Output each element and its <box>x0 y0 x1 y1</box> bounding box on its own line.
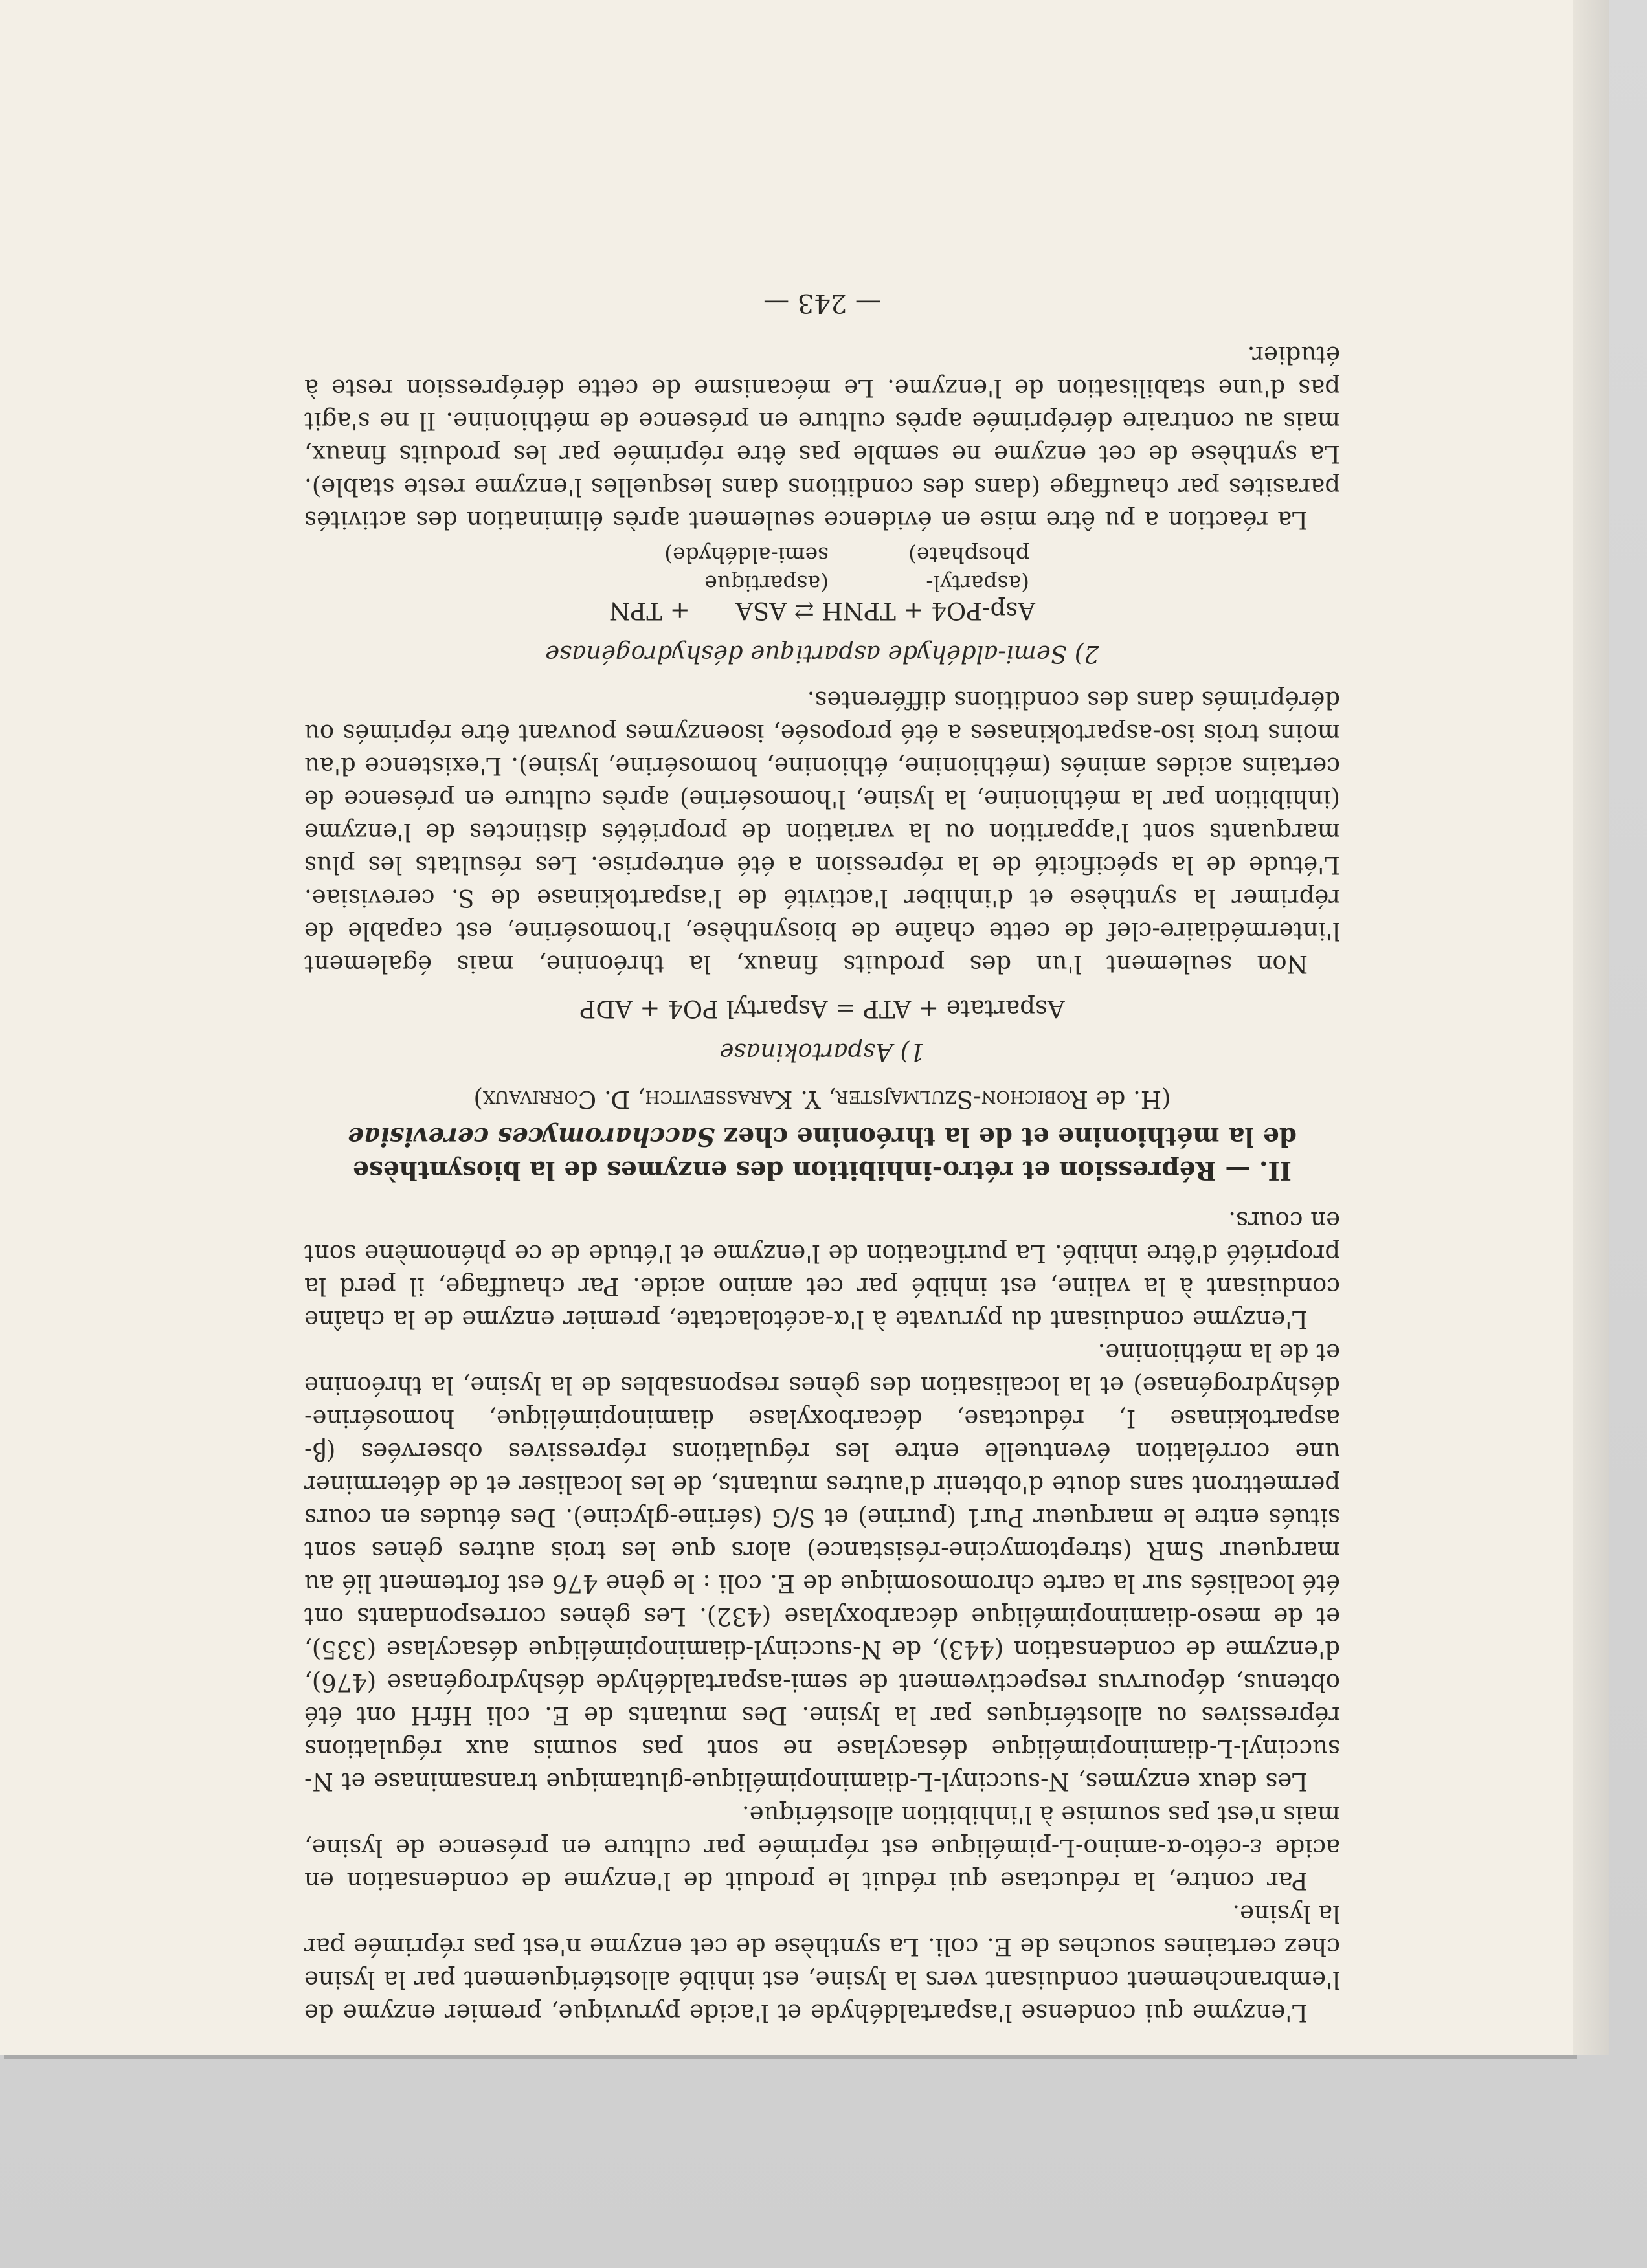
equation-note-line: phosphate) <box>908 542 1029 568</box>
authors-prefix: (H. de <box>1088 1085 1171 1113</box>
paragraph: Non seulement l'un des produits finaux, la thréonine, mais également l'intermédiaire-clef de cette chaîne de biosynthèse, l'homosérine, est capable de réprimer la synthèse et d'inhiber l'activité de l'aspartokinase de S. cerevisiae. L'étude de la spécificité de la répression a été entreprise. Les résultats les plus marquants sont l'apparition ou la variation de propriétés distinctes de l'enzyme (inhibition par la méthionine, la lysine, l'homosérine) après culture en présence de certains acides aminés (méthionine, éthionine, homosérine, lysine). L'existence d'au moins trois iso-aspartokinases a été proposée, isoenzymes pouvant être réprimés ou déréprimés dans des conditions différentes. <box>304 686 1340 978</box>
paragraph: Par contre, la réductase qui réduit le produit de l'enzyme de condensation en acide ε-céto-α-amino-L-pimélique est réprimée par culture en présence de lysine, mais n'est pas soumise à l'inhibition allostérique. <box>304 1801 1340 1895</box>
authors-suffix: ) <box>473 1085 483 1113</box>
subsection-heading: 2) Semi-aldéhyde aspartique déshydrogénase <box>545 640 1099 668</box>
section-title-line2 <box>304 1120 1340 1153</box>
paragraph: L'enzyme qui condense l'aspartaldéhyde et l'acide pyruvique, premier enzyme de l'embranchement conduisant vers la lysine, est inhibé allostériquement par la lysine chez certaines souches de E. coli. La synthèse de cet enzyme n'est pas réprimée par la lysine. <box>304 1900 1340 2027</box>
equation-note-line: (aspartique <box>704 571 829 596</box>
author-name: Robichon-Szulmajster <box>836 1085 1088 1113</box>
section-title-prefix: de la méthionine et de la thréonine chez <box>715 1122 1297 1151</box>
equation-note-line: semi-aldéhyde) <box>664 542 829 568</box>
author-name: Corrivaux <box>482 1085 597 1113</box>
equation-block <box>304 543 1340 627</box>
equation: Asp-PO4 + TPNH ⇄ ASA + TPN <box>609 597 1035 625</box>
page-number: — 243 — <box>763 288 881 318</box>
authors-separator: , Y. <box>792 1085 836 1113</box>
equation-note <box>664 540 829 597</box>
author-name: Karassevitch <box>645 1085 793 1113</box>
authors-separator: , D. <box>596 1085 645 1113</box>
species-name: Saccharomyces cerevisiae <box>348 1122 715 1151</box>
subsection-heading: 1) Aspartokinase <box>719 1038 925 1066</box>
paragraph: Les deux enzymes, N-succinyl-L-diaminopimélique-glutamique transaminase et N-succinyl-L-diaminopimélique désacylase ne sont pas soumis aux régulations répressives ou allostériques par la lysine. Des mutants de E. coli HfrH ont été obtenus, dépourvus respectivement de semi-aspartaldéhyde déshydrogénase (476), d'enzyme de condensation (443), de N-succinyl-diaminopimélique désacylase (335), et de meso-diaminopimélique décarboxylase (432). Les gènes correspondants ont été localisés sur la carte chromosomique de E. coli : le gène 476 est fortement lié au marqueur SmR (streptomycine-résistance) alors que les trois autres gènes sont situés entre le marqueur Pur1 (purine) et S/G (sérine-glycine). Des études en cours permettront sans doute d'obtenir d'autres mutants, de les localiser et de déterminer une corrélation éventuelle entre les régulations répressives observées (β-aspartokinase I, réductase, décarboxylase diaminopimélique, homosérine-déshydrogénase) et la localisation des gènes responsables de la lysine, la thréonine et de la méthionine. <box>304 1339 1340 1796</box>
section-title-line1: II. — Répression et rétro-inhibition des enzymes de la biosynthèse <box>352 1155 1292 1185</box>
equation-note-line: (aspartyl- <box>926 571 1029 596</box>
authors-line <box>304 1083 1340 1116</box>
equation-note <box>908 540 1029 597</box>
equation: Aspartate + ATP = Aspartyl PO4 + ADP <box>579 995 1065 1023</box>
paper-edge <box>1573 0 1609 2055</box>
printed-page-rotated <box>304 230 1340 2029</box>
paragraph: L'enzyme conduisant du pyruvate à l'α-acétolactate, premier enzyme de la chaîne conduisant à la valine, est inhibé par cet amino acide. Par chauffage, il perd la propriété d'être inhibé. La purification de l'enzyme et l'étude de ce phénomène sont en cours. <box>304 1206 1340 1333</box>
section-title <box>304 1120 1340 1187</box>
paragraph: La réaction a pu être mise en évidence seulement après élimination des activités parasites par chauffage (dans des conditions dans lesquelles l'enzyme reste stable). La synthèse de cet enzyme ne semble pas être réprimée par les produits finaux, mais au contraire déréprimée après culture en présence de méthionine. Il ne s'agit pas d'une stabilisation de l'enzyme. Le mécanisme de cette dérépression reste à étudier. <box>304 341 1340 534</box>
